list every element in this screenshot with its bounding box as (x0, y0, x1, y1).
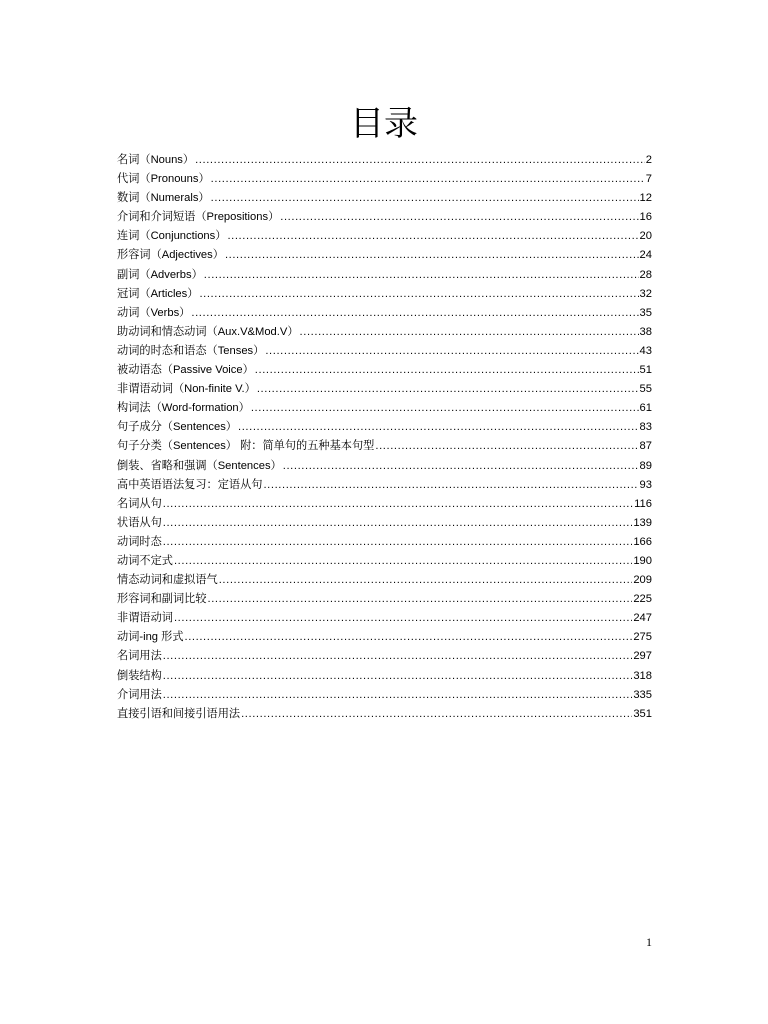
toc-entry[interactable] (117, 170, 652, 189)
toc-dot-leader (199, 285, 638, 304)
toc-entry-label: 高中英语语法复习：定语从句 (117, 478, 263, 491)
toc-entry-label: 动词（Verbs） (117, 306, 191, 319)
toc-dot-leader (163, 647, 633, 666)
toc-dot-leader (163, 514, 633, 533)
toc-entry-page-number: 335 (633, 688, 652, 701)
toc-entry[interactable] (117, 399, 652, 418)
toc-entry-label: 助动词和情态动词（Aux.V&Mod.V） (117, 325, 299, 338)
toc-entry-page-number: 12 (639, 192, 652, 205)
toc-entry[interactable] (117, 514, 652, 533)
toc-entry-label: 介词用法 (117, 688, 162, 701)
toc-entry-label: 构词法（Word-formation） (117, 402, 250, 415)
toc-entry-label: 直接引语和间接引语用法 (117, 707, 241, 720)
toc-entry[interactable] (117, 609, 652, 628)
toc-entry-label: 名词从句 (117, 497, 162, 510)
toc-dot-leader (208, 590, 633, 609)
toc-entry[interactable] (117, 189, 652, 208)
toc-entry[interactable] (117, 667, 652, 686)
toc-entry-label: 名词（Nouns） (117, 154, 195, 166)
toc-entry-label: 非谓语动词（Non-finite V.） (117, 383, 256, 396)
toc-entry-page-number: 318 (633, 669, 652, 682)
toc-entry-label: 动词-ing 形式 (117, 631, 184, 644)
toc-entry[interactable] (117, 380, 652, 399)
toc-entry-label: 代词（Pronouns） (117, 173, 210, 186)
toc-entry-label: 非谓语动词 (117, 612, 173, 625)
toc-entry[interactable] (117, 304, 652, 323)
toc-entry-label: 情态动词和虚拟语气 (117, 574, 218, 587)
toc-dot-leader (257, 380, 639, 399)
toc-entry-page-number: 38 (639, 325, 652, 338)
toc-entry-page-number: 43 (639, 344, 652, 357)
toc-entry-label: 副词（Adverbs） (117, 268, 203, 281)
toc-entry-page-number: 28 (639, 268, 652, 281)
toc-dot-leader (227, 227, 638, 246)
toc-entry-page-number: 32 (639, 287, 652, 300)
toc-dot-leader (280, 208, 638, 227)
toc-entry-label: 名词用法 (117, 650, 162, 663)
toc-entry-page-number: 35 (639, 306, 652, 319)
toc-entry-page-number: 24 (639, 249, 652, 262)
page-title: 目录 (350, 104, 418, 144)
toc-entry-page-number: 116 (634, 497, 652, 510)
toc-entry-page-number: 225 (633, 593, 652, 606)
toc-entry-page-number: 55 (639, 383, 652, 396)
toc-entry[interactable] (117, 342, 652, 361)
toc-dot-leader (163, 495, 633, 514)
toc-entry-page-number: 87 (639, 440, 652, 453)
toc-dot-leader (163, 667, 633, 686)
toc-dot-leader (204, 266, 639, 285)
toc-dot-leader (219, 571, 633, 590)
toc-entry-label: 连词（Conjunctions） (117, 230, 227, 243)
toc-entry[interactable] (117, 151, 652, 170)
toc-entry-page-number: 190 (633, 554, 652, 567)
toc-dot-leader (211, 189, 639, 208)
toc-entry[interactable] (117, 647, 652, 666)
toc-entry[interactable] (117, 457, 652, 476)
toc-entry-label: 动词时态 (117, 535, 162, 548)
page-number: 1 (646, 935, 652, 949)
toc-entry-page-number: 16 (639, 211, 652, 224)
toc-entry[interactable] (117, 590, 652, 609)
toc-dot-leader (163, 533, 633, 552)
toc-entry[interactable] (117, 495, 652, 514)
toc-dot-leader (185, 628, 633, 647)
toc-entry[interactable] (117, 533, 652, 552)
toc-entry-page-number: 297 (633, 650, 652, 663)
toc-dot-leader (191, 304, 638, 323)
toc-entry[interactable] (117, 628, 652, 647)
toc-dot-leader (211, 170, 645, 189)
toc-entry-page-number: 275 (633, 631, 652, 644)
toc-entry[interactable] (117, 246, 652, 265)
toc-dot-leader (283, 457, 639, 476)
toc-dot-leader (174, 609, 632, 628)
toc-entry-label: 数词（Numerals） (117, 192, 210, 205)
table-of-contents (117, 151, 652, 724)
toc-entry-page-number: 166 (633, 535, 652, 548)
toc-dot-leader (265, 342, 638, 361)
toc-entry-label: 句子成分（Sentences） (117, 421, 237, 434)
toc-entry[interactable] (117, 437, 652, 456)
toc-entry[interactable] (117, 361, 652, 380)
toc-entry[interactable] (117, 266, 652, 285)
toc-entry[interactable] (117, 552, 652, 571)
toc-dot-leader (255, 361, 639, 380)
toc-entry[interactable] (117, 285, 652, 304)
toc-entry-page-number: 139 (633, 516, 652, 529)
toc-entry[interactable] (117, 686, 652, 705)
toc-entry-page-number: 7 (645, 173, 652, 186)
toc-dot-leader (263, 476, 638, 495)
toc-entry[interactable] (117, 418, 652, 437)
toc-entry[interactable] (117, 705, 652, 724)
toc-entry-page-number: 351 (633, 707, 652, 720)
toc-entry[interactable] (117, 476, 652, 495)
toc-entry-label: 动词的时态和语态（Tenses） (117, 344, 265, 357)
toc-entry[interactable] (117, 323, 652, 342)
toc-entry-label: 介词和介词短语（Prepositions） (117, 211, 280, 224)
toc-entry-page-number: 51 (639, 364, 652, 377)
toc-dot-leader (238, 418, 639, 437)
toc-entry-page-number: 209 (633, 574, 652, 587)
toc-entry-label: 形容词和副词比较 (117, 593, 207, 606)
toc-entry-page-number: 2 (645, 154, 652, 166)
toc-dot-leader (241, 705, 632, 724)
toc-entry-page-number: 247 (633, 612, 652, 625)
toc-dot-leader (163, 686, 633, 705)
toc-entry[interactable] (117, 571, 652, 590)
toc-entry-label: 状语从句 (117, 516, 162, 529)
toc-entry-label: 倒装、省略和强调（Sentences） (117, 459, 282, 472)
toc-entry-page-number: 93 (639, 478, 652, 491)
toc-entry-label: 倒装结构 (117, 669, 162, 682)
toc-dot-leader (174, 552, 632, 571)
toc-entry-page-number: 20 (639, 230, 652, 243)
toc-entry-page-number: 83 (639, 421, 652, 434)
toc-dot-leader (251, 399, 639, 418)
toc-entry-page-number: 61 (639, 402, 652, 415)
toc-entry[interactable] (117, 227, 652, 246)
toc-dot-leader (195, 151, 645, 170)
toc-entry-page-number: 89 (639, 459, 652, 472)
toc-entry-label: 句子分类（Sentences） 附：简单句的五种基本句型 (117, 440, 375, 453)
toc-dot-leader (225, 246, 639, 265)
toc-dot-leader (375, 437, 638, 456)
toc-entry-label: 冠词（Articles） (117, 287, 199, 300)
toc-entry[interactable] (117, 208, 652, 227)
toc-entry-label: 被动语态（Passive Voice） (117, 364, 254, 377)
toc-entry-label: 动词不定式 (117, 554, 173, 567)
toc-entry-label: 形容词（Adjectives） (117, 249, 224, 262)
toc-dot-leader (300, 323, 639, 342)
